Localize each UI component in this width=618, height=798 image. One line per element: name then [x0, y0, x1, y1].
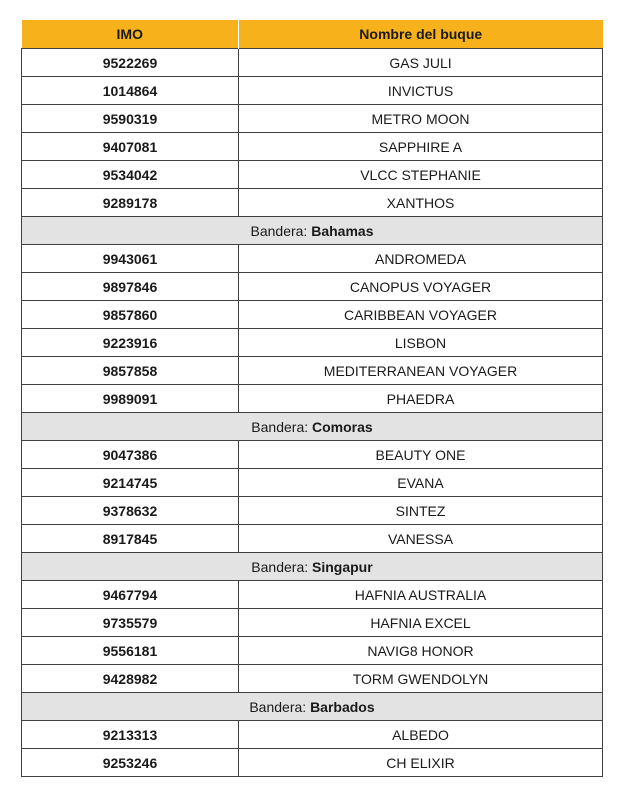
imo-cell: 9943061 [22, 245, 239, 273]
table-row [22, 189, 603, 217]
table-row [22, 721, 603, 749]
flag-group-row [22, 693, 603, 721]
table-row [22, 469, 603, 497]
vessel-name-column-header: Nombre del buque [239, 20, 603, 49]
flag-country: Barbados [310, 698, 375, 715]
vessel-name-cell: SAPPHIRE A [239, 133, 603, 161]
vessel-table [21, 20, 603, 777]
imo-cell: 9047386 [22, 441, 239, 469]
table-row [22, 525, 603, 553]
imo-cell: 9989091 [22, 385, 239, 413]
table-row [22, 49, 603, 77]
vessel-name-cell: PHAEDRA [239, 385, 603, 413]
header-row [22, 20, 603, 49]
table-row [22, 161, 603, 189]
vessel-name-cell: ANDROMEDA [239, 245, 603, 273]
vessel-name-cell: CANOPUS VOYAGER [239, 273, 603, 301]
vessel-name-cell: MEDITERRANEAN VOYAGER [239, 357, 603, 385]
flag-group-row [22, 413, 603, 441]
imo-cell: 9522269 [22, 49, 239, 77]
vessel-name-cell: GAS JULI [239, 49, 603, 77]
imo-cell: 9897846 [22, 273, 239, 301]
table-row [22, 357, 603, 385]
table-row [22, 77, 603, 105]
vessel-name-cell: VANESSA [239, 525, 603, 553]
table-row [22, 749, 603, 777]
vessel-name-cell: HAFNIA EXCEL [239, 609, 603, 637]
vessel-name-cell: XANTHOS [239, 189, 603, 217]
flag-country: Bahamas [311, 222, 374, 239]
vessel-name-cell: METRO MOON [239, 105, 603, 133]
vessel-name-cell: LISBON [239, 329, 603, 357]
imo-cell: 1014864 [22, 77, 239, 105]
table-row [22, 497, 603, 525]
imo-cell: 9735579 [22, 609, 239, 637]
imo-cell: 9213313 [22, 721, 239, 749]
flag-country: Singapur [312, 558, 373, 575]
table-row [22, 133, 603, 161]
vessel-name-cell: CARIBBEAN VOYAGER [239, 301, 603, 329]
imo-cell: 9590319 [22, 105, 239, 133]
imo-cell: 9857860 [22, 301, 239, 329]
flag-group-row [22, 217, 603, 245]
table-row [22, 301, 603, 329]
imo-cell: 9534042 [22, 161, 239, 189]
flag-group-cell [22, 217, 603, 245]
table-header [22, 20, 603, 49]
table-row [22, 665, 603, 693]
vessel-name-cell: BEAUTY ONE [239, 441, 603, 469]
table-row [22, 385, 603, 413]
vessel-name-cell: VLCC STEPHANIE [239, 161, 603, 189]
flag-group-cell [22, 693, 603, 721]
table-row [22, 637, 603, 665]
vessel-table-container [21, 20, 602, 777]
table-row [22, 105, 603, 133]
imo-cell: 9253246 [22, 749, 239, 777]
imo-cell: 8917845 [22, 525, 239, 553]
imo-cell: 9428982 [22, 665, 239, 693]
flag-label: Bandera: [250, 222, 308, 239]
table-row [22, 609, 603, 637]
vessel-name-cell: ALBEDO [239, 721, 603, 749]
vessel-name-cell: EVANA [239, 469, 603, 497]
imo-cell: 9857858 [22, 357, 239, 385]
table-body [22, 49, 603, 777]
table-row [22, 329, 603, 357]
imo-cell: 9214745 [22, 469, 239, 497]
table-row [22, 245, 603, 273]
flag-label: Bandera: [251, 418, 309, 435]
flag-group-row [22, 553, 603, 581]
table-row [22, 441, 603, 469]
vessel-name-cell: NAVIG8 HONOR [239, 637, 603, 665]
imo-cell: 9467794 [22, 581, 239, 609]
imo-cell: 9289178 [22, 189, 239, 217]
flag-label: Bandera: [251, 558, 309, 575]
vessel-name-cell: CH ELIXIR [239, 749, 603, 777]
flag-label: Bandera: [249, 698, 307, 715]
vessel-name-cell: HAFNIA AUSTRALIA [239, 581, 603, 609]
imo-column-header: IMO [22, 20, 239, 49]
imo-cell: 9223916 [22, 329, 239, 357]
table-row [22, 273, 603, 301]
table-row [22, 581, 603, 609]
vessel-name-cell: INVICTUS [239, 77, 603, 105]
imo-cell: 9378632 [22, 497, 239, 525]
flag-group-cell [22, 413, 603, 441]
vessel-name-cell: SINTEZ [239, 497, 603, 525]
flag-country: Comoras [312, 418, 373, 435]
imo-cell: 9556181 [22, 637, 239, 665]
flag-group-cell [22, 553, 603, 581]
imo-cell: 9407081 [22, 133, 239, 161]
vessel-name-cell: TORM GWENDOLYN [239, 665, 603, 693]
